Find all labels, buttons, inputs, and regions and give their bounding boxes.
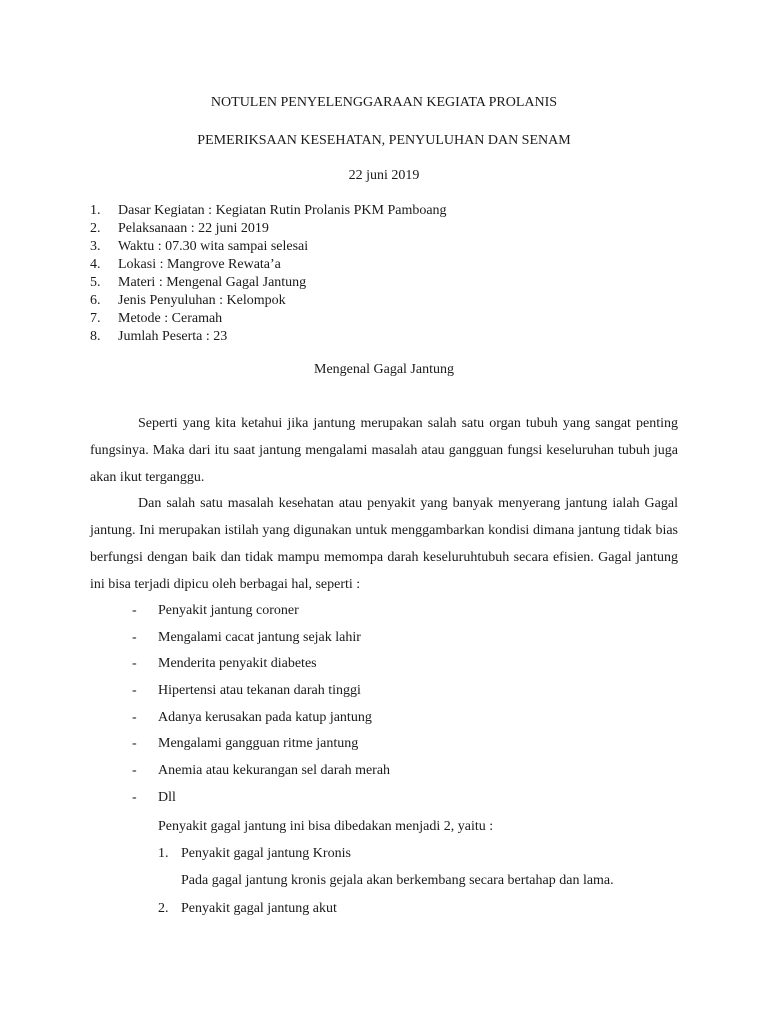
- list-item: - Penyakit jantung coroner: [132, 603, 299, 618]
- list-item: - Mengalami gangguan ritme jantung: [132, 736, 359, 752]
- section-heading: Mengenal Gagal Jantung: [314, 362, 454, 377]
- list-item: 1. Dasar Kegiatan : Kegiatan Rutin Prolanis PKM Pamboang: [90, 203, 447, 218]
- causes-list: [132, 598, 390, 812]
- document-subtitle: PEMERIKSAAN KESEHATAN, PENYULUHAN DAN SENAM: [197, 133, 571, 148]
- paragraph-intro: Seperti yang kita ketahui jika jantung merupakan salah satu organ tubuh yang sangat penting fungsinya. Maka dari itu saat jantung mengalami masalah atau gangguan fungsi keseluruhan tubuh juga akan ikut terganggu.: [90, 416, 678, 485]
- paragraph-heart-failure: Dan salah satu masalah kesehatan atau penyakit yang banyak menyerang jantung ialah Gagal jantung. Ini merupakan istilah yang digunakan untuk menggambarkan kondisi dimana jantung tidak bias berfungsi dengan baik dan tidak mampu memompa darah keseluruhtubuh secara efisien. Gagal jantung ini bisa terjadi dipicu oleh berbagai hal, seperti :: [90, 496, 678, 592]
- list-item: 2. Pelaksanaan : 22 juni 2019: [90, 221, 269, 236]
- list-item: - Menderita penyakit diabetes: [132, 656, 317, 672]
- document-title: NOTULEN PENYELENGGARAAN KEGIATA PROLANIS: [210, 95, 558, 110]
- list-item: 5. Materi : Mengenal Gagal Jantung: [90, 275, 307, 290]
- list-item: - Dll: [132, 789, 176, 805]
- list-item: 8. Jumlah Peserta : 23: [90, 329, 228, 344]
- list-item: 4. Lokasi : Mangrove Rewata’a: [90, 257, 281, 272]
- activity-details-list: [90, 202, 447, 346]
- list-item: - Mengalami cacat jantung sejak lahir: [132, 629, 361, 645]
- list-item: - Anemia atau kekurangan sel darah merah: [132, 763, 391, 779]
- types-intro: Penyakit gagal jantung ini bisa dibedakan menjadi 2, yaitu :: [158, 819, 494, 834]
- type-item-acute: 2. Penyakit gagal jantung akut: [158, 901, 337, 916]
- type-item-chronic: 1. Penyakit gagal jantung Kronis: [158, 846, 351, 861]
- list-item: 3. Waktu : 07.30 wita sampai selesai: [90, 239, 309, 254]
- list-item: - Adanya kerusakan pada katup jantung: [132, 709, 372, 725]
- type-description-chronic: Pada gagal jantung kronis gejala akan berkembang secara bertahap dan lama.: [181, 873, 614, 888]
- document-date: 22 juni 2019: [348, 168, 420, 183]
- list-item: 7. Metode : Ceramah: [90, 311, 223, 326]
- list-item: 6. Jenis Penyuluhan : Kelompok: [90, 293, 286, 308]
- list-item: - Hipertensi atau tekanan darah tinggi: [132, 683, 361, 699]
